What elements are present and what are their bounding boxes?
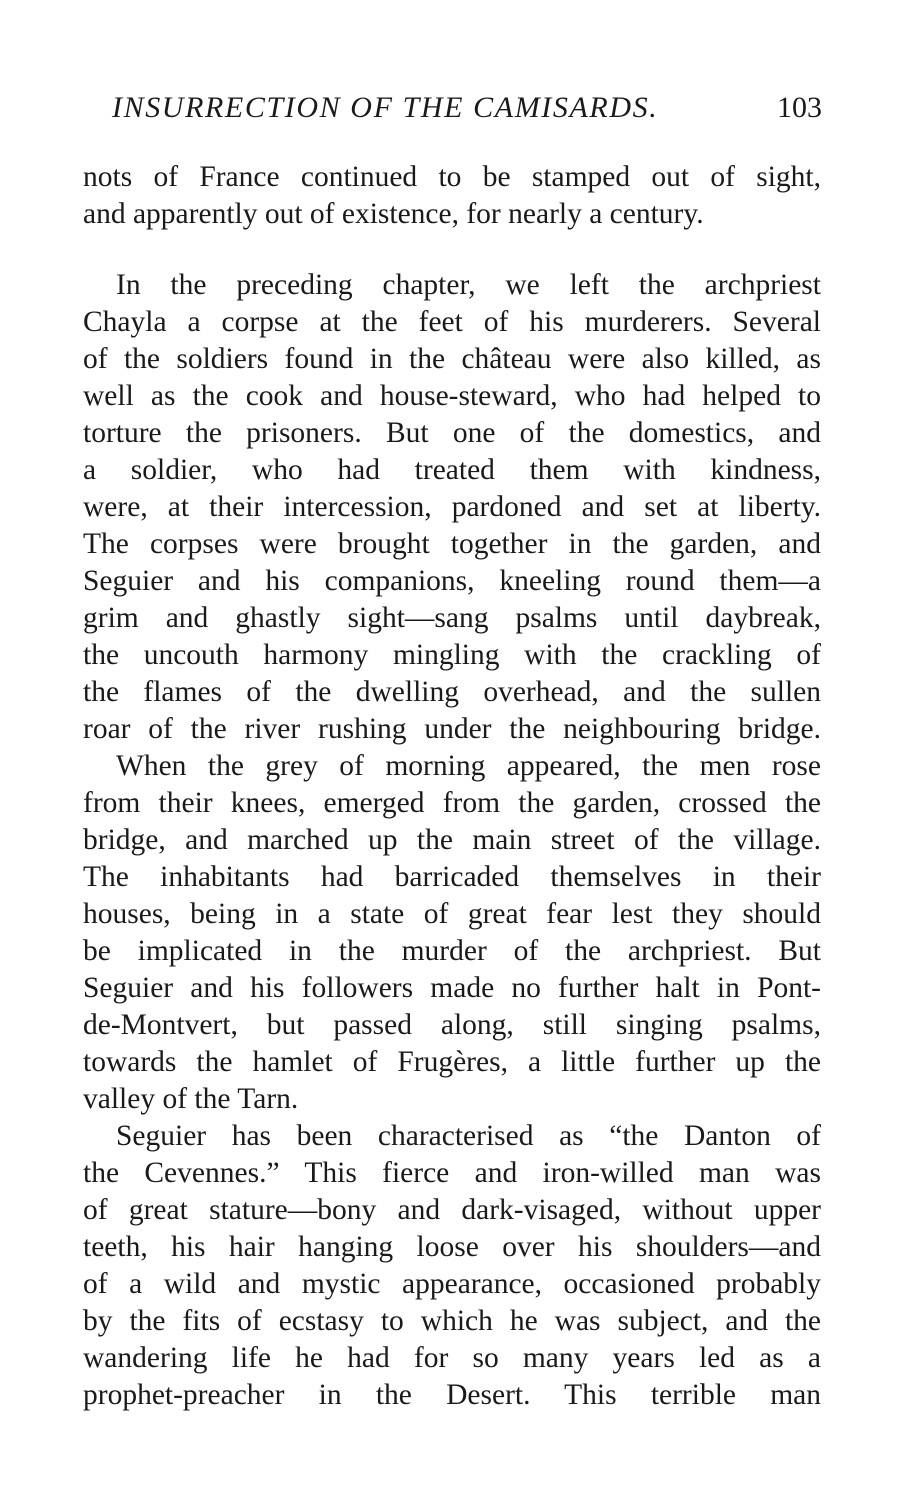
text-line: The corpses were brought together in the garden, and [83,528,821,560]
text-line: wandering life he had for so many years led as a [83,1342,821,1374]
text-line: Seguier and his companions, kneeling round them—a [83,565,821,597]
text-line: prophet-preacher in the Desert. This terrible man [83,1379,821,1411]
text-line: the flames of the dwelling overhead, and the sullen [83,676,821,708]
text-line: houses, being in a state of great fear lest they should [83,898,821,930]
text-line: Seguier and his followers made no further halt in Pont- [83,972,821,1004]
text-line: the Cevennes.” This fierce and iron-willed man was [83,1157,821,1189]
text-line: teeth, his hair hanging loose over his shoulders—and [83,1231,821,1263]
text-line: by the fits of ecstasy to which he was subject, and the [83,1305,821,1337]
text-line: When the grey of morning appeared, the men rose [116,750,821,782]
text-line: Seguier has been characterised as “the Danton of [116,1120,821,1152]
text-line: were, at their intercession, pardoned and set at liberty. [83,491,821,523]
text-line: nots of France continued to be stamped out of sight, [83,161,821,193]
text-line: Chayla a corpse at the feet of his murderers. Several [83,306,821,338]
running-header [112,88,822,128]
text-line: of the soldiers found in the château were also killed, as [83,343,821,375]
text-line: bridge, and marched up the main street of the village. [83,824,821,856]
text-line: grim and ghastly sight—sang psalms until daybreak, [83,602,821,634]
text-line: be implicated in the murder of the archpriest. But [83,935,821,967]
page-number: 103 [777,91,822,124]
text-line: valley of the Tarn. [83,1083,299,1115]
text-line: The inhabitants had barricaded themselves in their [83,861,821,893]
text-line: of a wild and mystic appearance, occasioned probably [83,1268,821,1300]
text-line: and apparently out of existence, for nearly a century. [83,198,704,230]
text-line: the uncouth harmony mingling with the crackling of [83,639,821,671]
text-line: de-Montvert, but passed along, still singing psalms, [83,1009,821,1041]
text-line: of great stature—bony and dark-visaged, without upper [83,1194,821,1226]
text-line: torture the prisoners. But one of the domestics, and [83,417,821,449]
text-line: roar of the river rushing under the neighbouring bridge. [83,713,821,745]
text-line: In the preceding chapter, we left the archpriest [116,269,821,301]
text-line: a soldier, who had treated them with kindness, [83,454,821,486]
running-title: INSURRECTION OF THE CAMISARDS. [112,91,659,124]
text-line: well as the cook and house-steward, who had helped to [83,380,821,412]
text-line: towards the hamlet of Frugères, a little further up the [83,1046,821,1078]
text-line: from their knees, emerged from the garden, crossed the [83,787,821,819]
